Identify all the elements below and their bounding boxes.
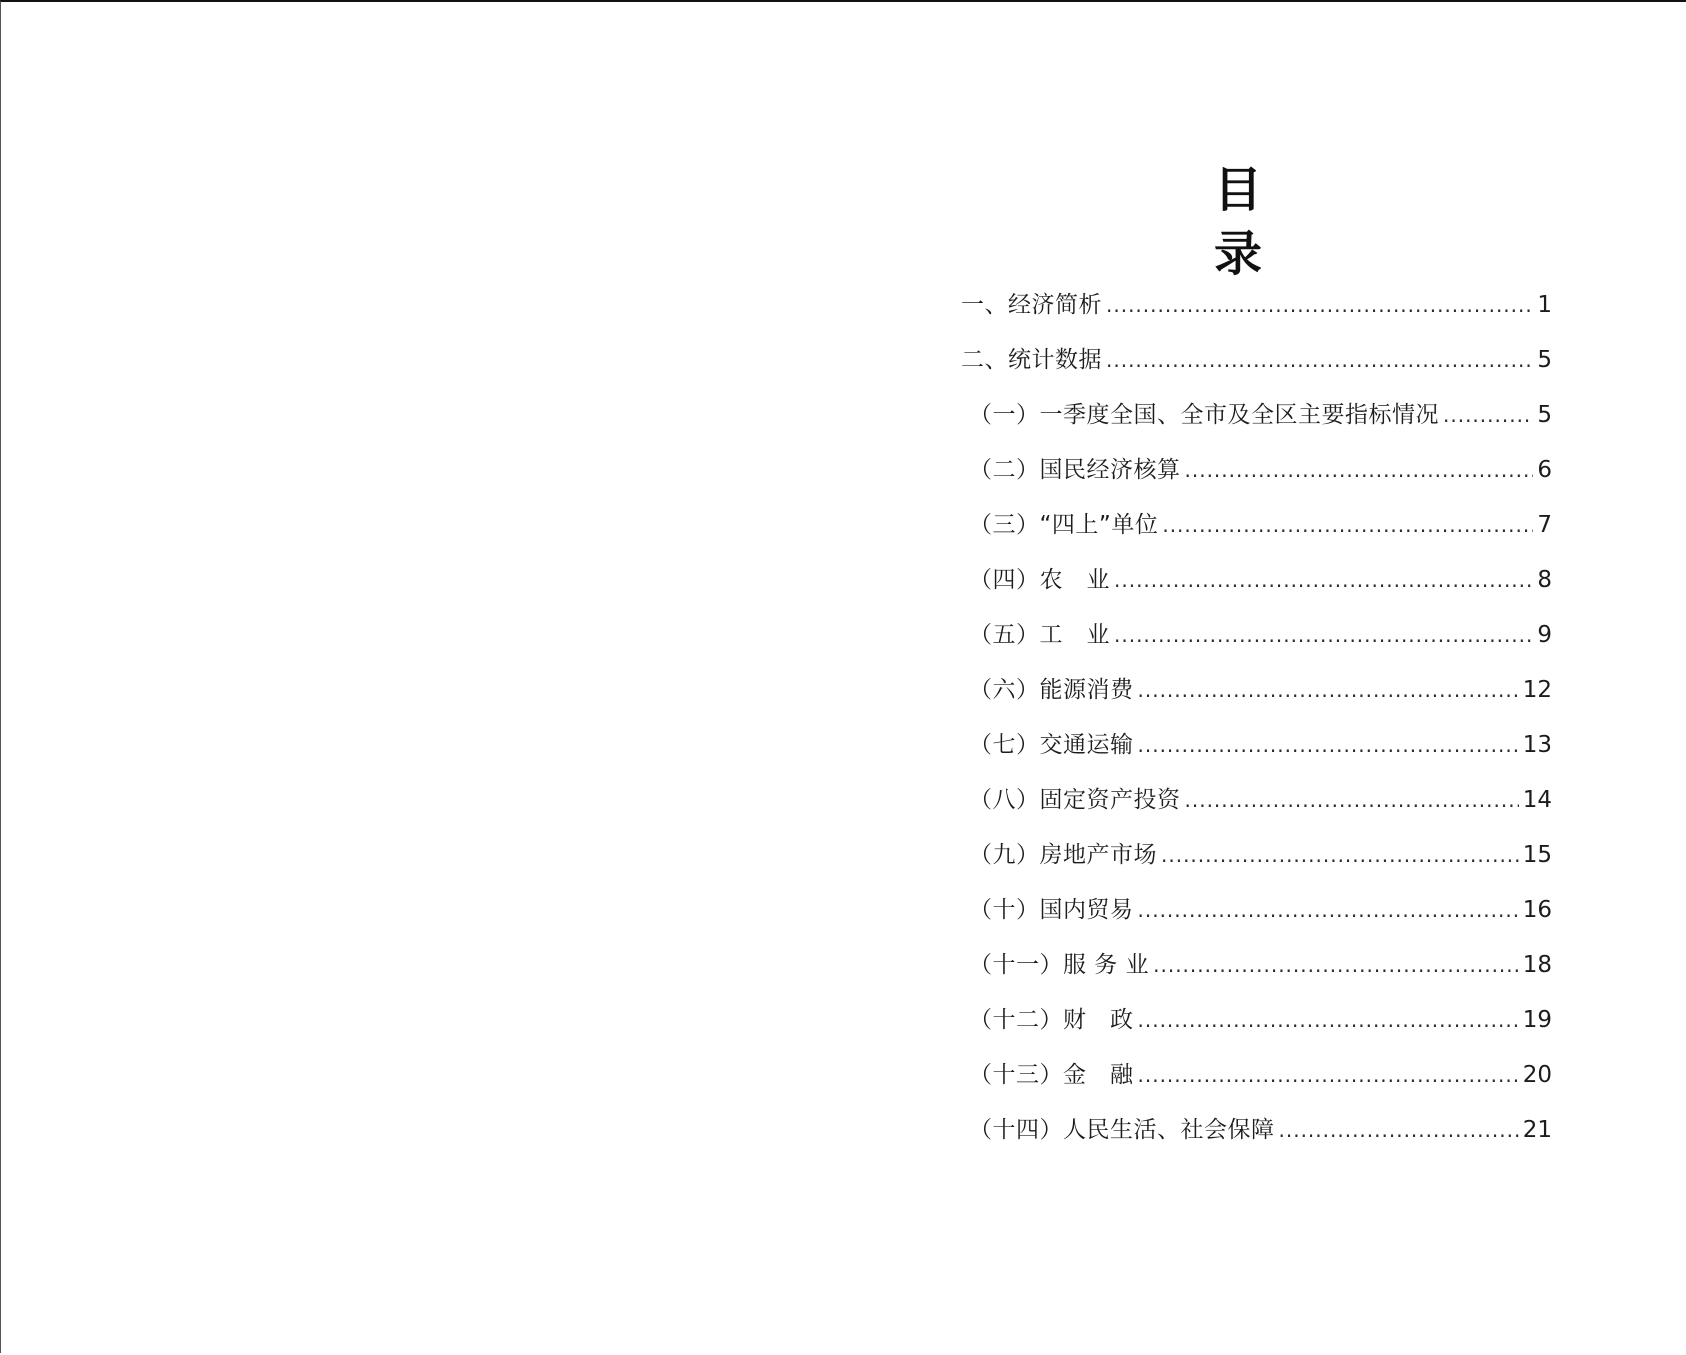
- toc-entry-page: 5: [1537, 402, 1552, 428]
- toc-entry[interactable]: [961, 773, 1552, 828]
- toc-entry[interactable]: [961, 278, 1552, 333]
- toc-entry-label: （十）国内贸易: [969, 897, 1134, 923]
- toc-entry[interactable]: [961, 663, 1552, 718]
- toc-entry-page: 7: [1537, 512, 1552, 538]
- toc-entry-page: 9: [1537, 622, 1552, 648]
- dot-leader: [1138, 993, 1519, 1048]
- toc-entry-label: （四）农 业: [969, 567, 1110, 593]
- toc-entry-label: 一、经济简析: [961, 292, 1102, 318]
- toc-entry-label: （十二）财 政: [969, 1007, 1134, 1033]
- dot-leader: [1443, 388, 1533, 443]
- toc-entry-label: （十三）金 融: [969, 1062, 1134, 1088]
- toc-entry-page: 13: [1522, 732, 1552, 758]
- dot-leader: [1138, 663, 1519, 718]
- dot-leader: [1106, 333, 1533, 388]
- toc-entry-label: （二）国民经济核算: [969, 457, 1181, 483]
- toc-entry[interactable]: [961, 1048, 1552, 1103]
- toc-entry-label: （三）“四上”单位: [969, 512, 1159, 538]
- toc-entry-label: （十四）人民生活、社会保障: [969, 1117, 1275, 1143]
- toc-entry-page: 8: [1537, 567, 1552, 593]
- dot-leader: [1162, 498, 1533, 553]
- dot-leader: [1279, 1103, 1519, 1158]
- toc-entry-label: （五）工 业: [969, 622, 1110, 648]
- toc-entry-page: 19: [1522, 1007, 1552, 1033]
- toc-entry-page: 12: [1522, 677, 1552, 703]
- dot-leader: [1153, 938, 1519, 993]
- dot-leader: [1138, 718, 1519, 773]
- toc-entry-label: （八）固定资产投资: [969, 787, 1181, 813]
- toc-entry-page: 5: [1537, 347, 1552, 373]
- toc-entry-page: 21: [1522, 1117, 1552, 1143]
- toc-entry[interactable]: [961, 883, 1552, 938]
- toc-entry-page: 15: [1522, 842, 1552, 868]
- toc-entry[interactable]: [961, 828, 1552, 883]
- dot-leader: [1161, 828, 1519, 883]
- toc-entry-page: 18: [1522, 952, 1552, 978]
- dot-leader: [1114, 608, 1533, 663]
- toc-entry[interactable]: [961, 1103, 1552, 1158]
- dot-leader: [1106, 278, 1533, 333]
- toc-entry-label: 二、统计数据: [961, 347, 1102, 373]
- toc-entry-page: 20: [1522, 1062, 1552, 1088]
- dot-leader: [1185, 773, 1519, 828]
- toc-entry[interactable]: [961, 608, 1552, 663]
- toc-entry-label: （十一）服 务 业: [969, 952, 1150, 978]
- toc-entry-page: 6: [1537, 457, 1552, 483]
- toc-entry-label: （七）交通运输: [969, 732, 1134, 758]
- dot-leader: [1138, 883, 1519, 938]
- toc-entry[interactable]: [961, 443, 1552, 498]
- dot-leader: [1114, 553, 1533, 608]
- toc-entry-label: （九）房地产市场: [969, 842, 1157, 868]
- toc-entry[interactable]: [961, 388, 1552, 443]
- dot-leader: [1185, 443, 1534, 498]
- toc-entry-label: （六）能源消费: [969, 677, 1134, 703]
- toc-entry[interactable]: [961, 333, 1552, 388]
- toc-entry[interactable]: [961, 938, 1552, 993]
- blank-left-page: [1, 2, 844, 1355]
- toc-entry-label: （一）一季度全国、全市及全区主要指标情况: [969, 402, 1439, 428]
- toc-list: [961, 278, 1552, 1158]
- toc-entry-page: 16: [1522, 897, 1552, 923]
- toc-entry-page: 14: [1522, 787, 1552, 813]
- toc-entry[interactable]: [961, 498, 1552, 553]
- toc-entry[interactable]: [961, 718, 1552, 773]
- toc-entry[interactable]: [961, 993, 1552, 1048]
- toc-entry-page: 1: [1537, 292, 1552, 318]
- toc-entry[interactable]: [961, 553, 1552, 608]
- dot-leader: [1138, 1048, 1519, 1103]
- toc-title: 目 录: [1213, 162, 1403, 282]
